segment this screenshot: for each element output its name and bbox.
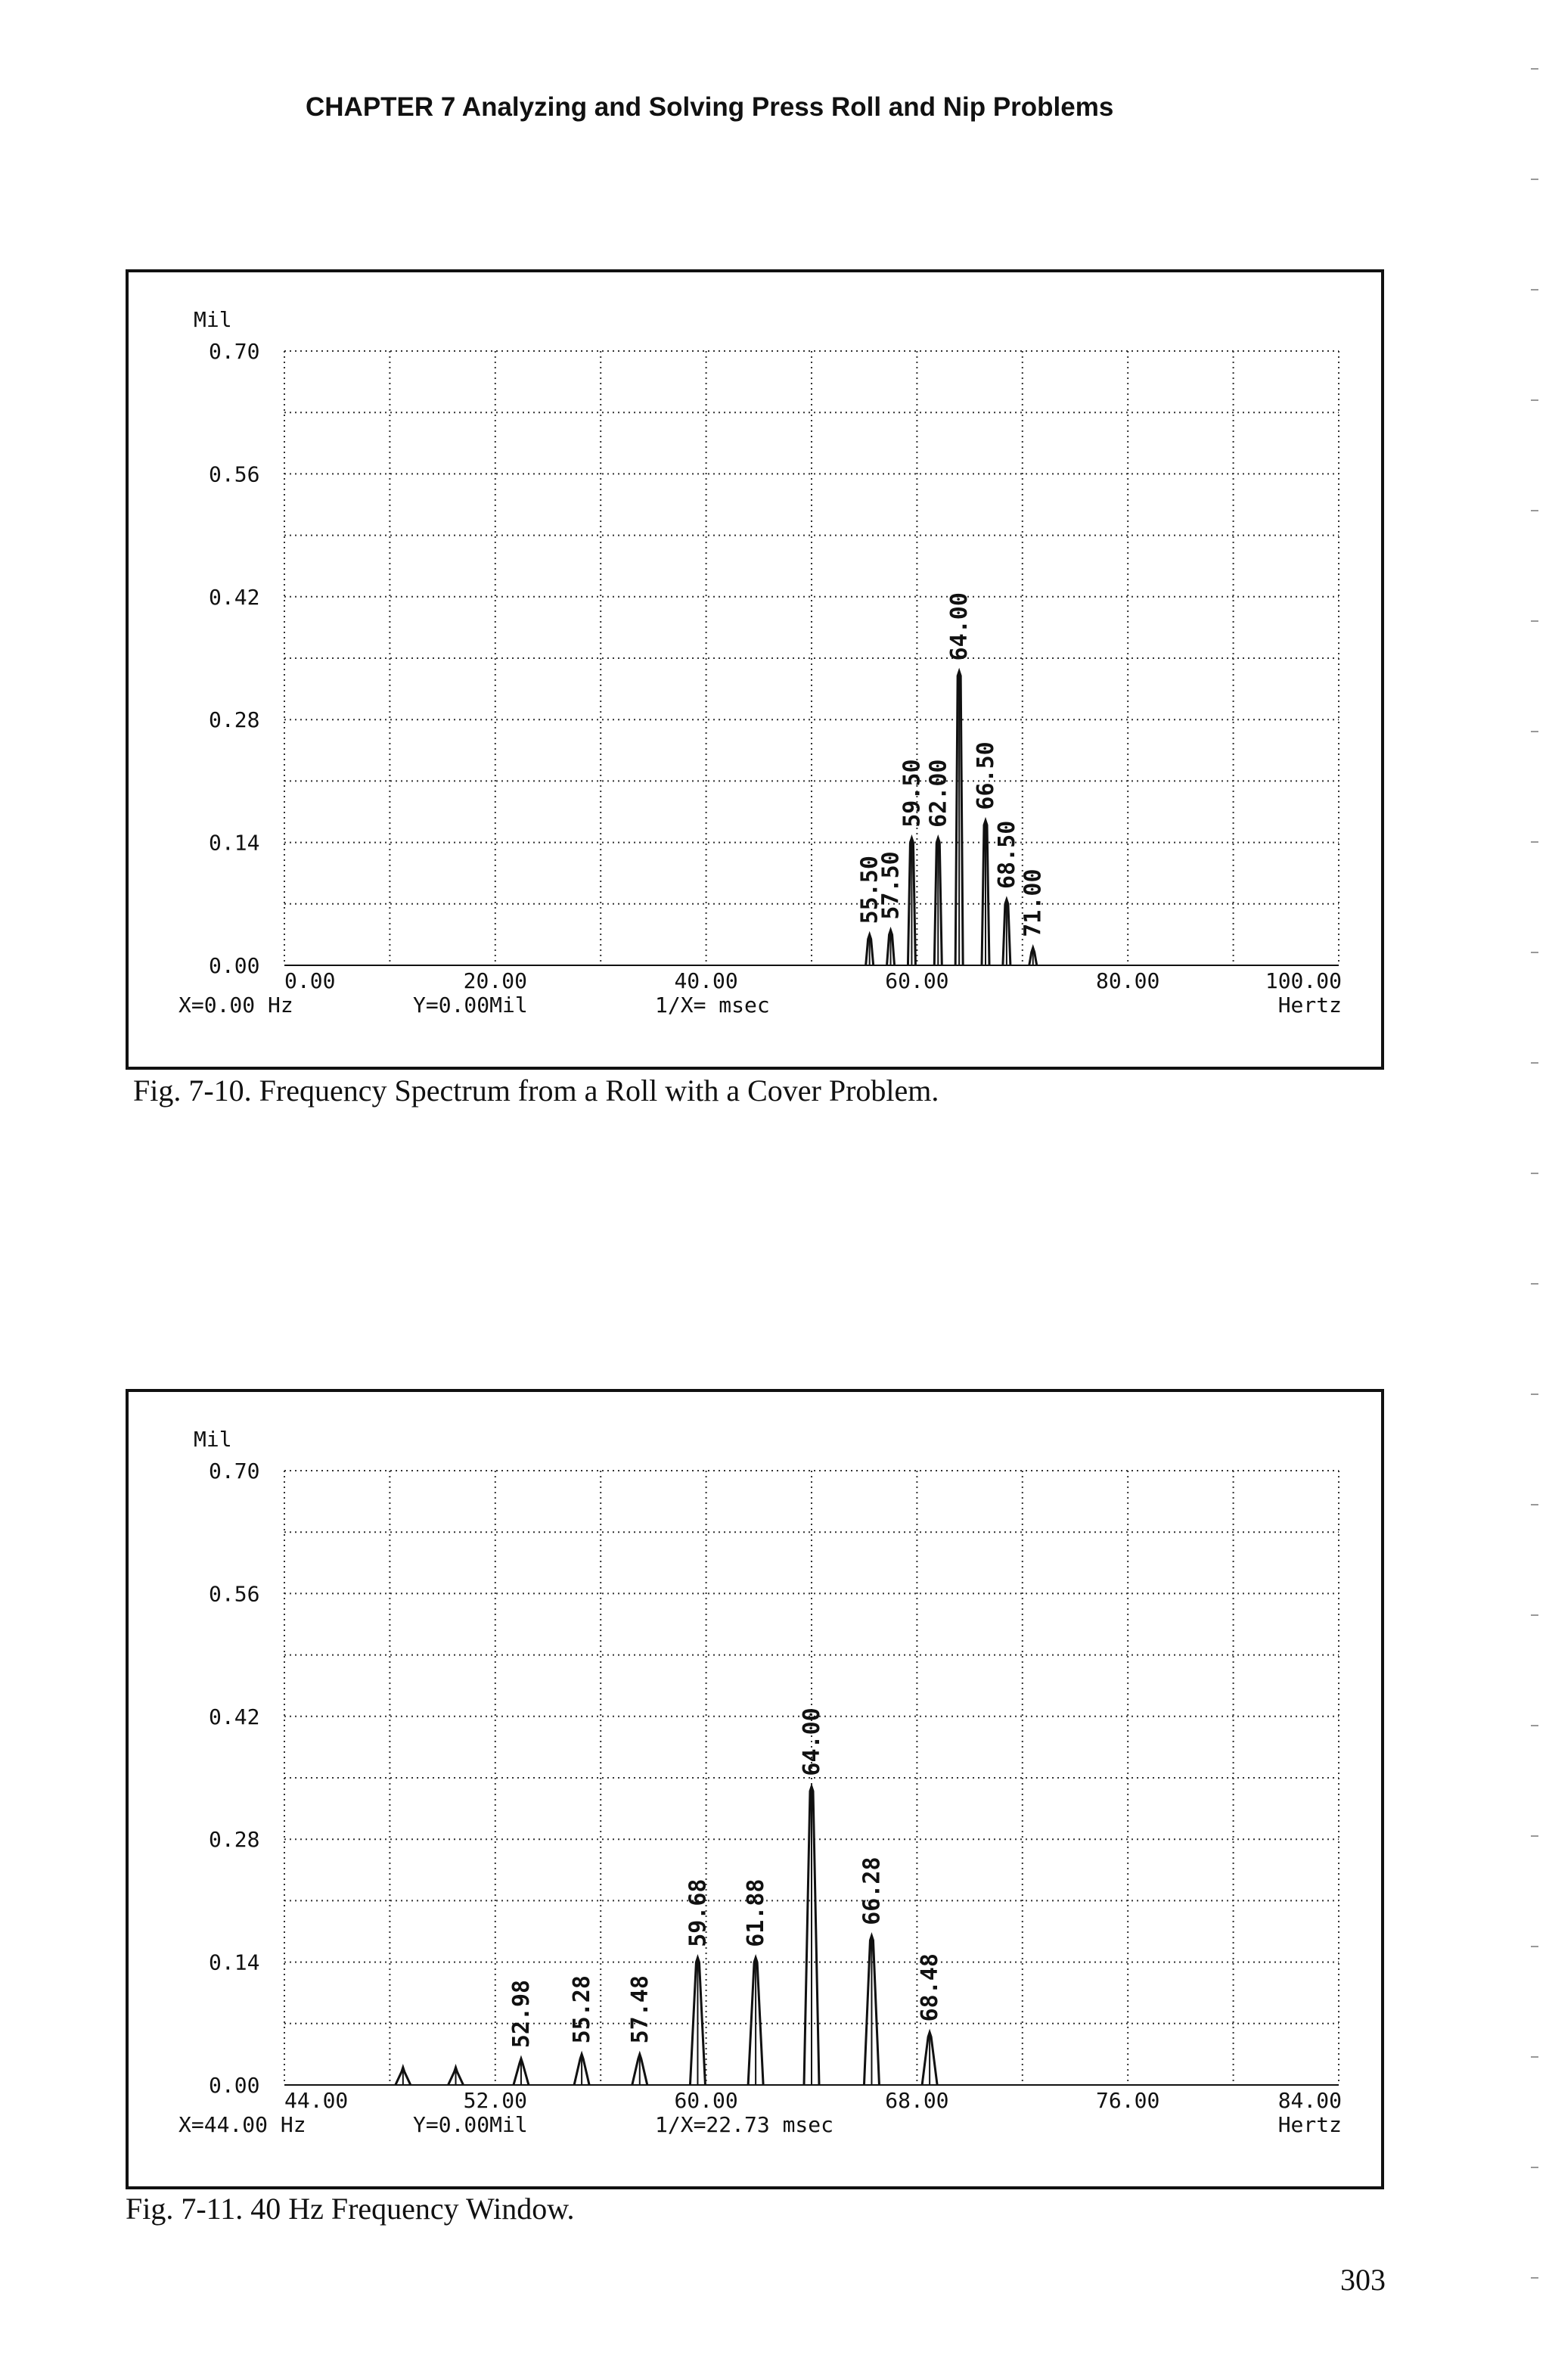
- peak-frequency-label: 66.28: [858, 1856, 886, 1925]
- x-tick-label: 52.00: [463, 2088, 527, 2113]
- peak-frequency-label: 64.00: [799, 1707, 825, 1776]
- peak-frequency-label: 68.48: [917, 1953, 944, 2022]
- spectrum-chart-fig-7-11: [126, 1389, 1384, 2189]
- period-readout: 1/X= msec: [655, 993, 770, 1018]
- chapter-header: CHAPTER 7 Analyzing and Solving Press Roll and Nip Problems: [306, 92, 1114, 122]
- y-tick-label: 0.42: [209, 1704, 260, 1729]
- y-axis-unit-label: Mil: [194, 307, 232, 332]
- x-tick-label: 68.00: [885, 2088, 949, 2113]
- margin-tick: [1531, 1835, 1538, 1837]
- margin-tick: [1531, 1946, 1538, 1947]
- peak-frequency-label: 55.28: [569, 1975, 596, 2044]
- margin-tick: [1531, 510, 1538, 511]
- peak-frequency-label: 59.50: [899, 759, 926, 828]
- cursor-y-readout: Y=0.00Mil: [413, 2112, 528, 2137]
- peak-frequency-label: 71.00: [1020, 868, 1047, 937]
- cursor-y-readout: Y=0.00Mil: [413, 993, 528, 1018]
- peak-frequency-label: 59.68: [684, 1878, 712, 1947]
- y-tick-label: 0.28: [209, 1827, 260, 1853]
- y-tick-label: 0.00: [209, 953, 260, 978]
- grid: [284, 351, 1339, 965]
- figure-caption: Fig. 7-10. Frequency Spectrum from a Roll with a Cover Problem.: [133, 1073, 939, 1108]
- peak-frequency-label: 57.50: [877, 851, 905, 920]
- peak-frequency-label: 61.88: [743, 1878, 770, 1947]
- peak-frequency-label: 55.50: [856, 856, 883, 924]
- chart-svg: [126, 1389, 1384, 2189]
- spectrum-chart-fig-7-10: [126, 269, 1384, 1070]
- x-tick-label: 44.00: [284, 2088, 349, 2113]
- peak-frequency-label: 57.48: [626, 1975, 653, 2044]
- x-tick-label: 76.00: [1096, 2088, 1160, 2113]
- margin-tick: [1531, 68, 1538, 70]
- margin-tick: [1531, 2056, 1538, 2058]
- y-tick-label: 0.56: [209, 1581, 260, 1607]
- y-tick-label: 0.00: [209, 2073, 260, 2098]
- chart-frame: [127, 271, 1383, 1068]
- y-tick-label: 0.42: [209, 584, 260, 610]
- chart-svg: [126, 269, 1384, 1070]
- y-tick-label: 0.28: [209, 707, 260, 733]
- cursor-x-readout: X=0.00 Hz: [178, 993, 293, 1018]
- x-tick-label: 0.00: [284, 968, 336, 993]
- margin-tick: [1531, 1173, 1538, 1174]
- margin-tick: [1531, 620, 1538, 622]
- margin-tick: [1531, 2277, 1538, 2279]
- x-axis-unit-label: Hertz: [1277, 2112, 1342, 2137]
- x-tick-label: 40.00: [674, 968, 738, 993]
- margin-tick-marks: [1531, 0, 1540, 2380]
- margin-tick: [1531, 1394, 1538, 1395]
- x-tick-label: 60.00: [674, 2088, 738, 2113]
- margin-tick: [1531, 179, 1538, 180]
- cursor-x-readout: X=44.00 Hz: [178, 2112, 306, 2137]
- margin-tick: [1531, 289, 1538, 291]
- x-tick-label: 84.00: [1277, 2088, 1342, 2113]
- y-axis-unit-label: Mil: [194, 1427, 232, 1452]
- figure-caption: Fig. 7-11. 40 Hz Frequency Window.: [126, 2192, 575, 2226]
- y-tick-label: 0.14: [209, 1950, 260, 1975]
- peak-frequency-label: 66.50: [973, 741, 1000, 810]
- peak-frequency-label: 68.50: [993, 820, 1020, 889]
- page-number: 303: [1340, 2263, 1386, 2297]
- peak-frequency-label: 64.00: [946, 592, 973, 661]
- margin-tick: [1531, 2167, 1538, 2168]
- y-tick-label: 0.70: [209, 1459, 260, 1484]
- peak-frequency-label: 62.00: [925, 759, 952, 828]
- x-tick-label: 100.00: [1265, 968, 1342, 993]
- x-tick-label: 60.00: [885, 968, 949, 993]
- x-tick-label: 20.00: [463, 968, 527, 993]
- x-axis-unit-label: Hertz: [1277, 993, 1342, 1018]
- y-tick-label: 0.70: [209, 339, 260, 364]
- margin-tick: [1531, 1283, 1538, 1285]
- margin-tick: [1531, 1504, 1538, 1505]
- margin-tick: [1531, 399, 1538, 401]
- peak-frequency-label: 52.98: [508, 1979, 535, 2049]
- margin-tick: [1531, 731, 1538, 732]
- chart-frame: [127, 1390, 1383, 2188]
- y-tick-label: 0.56: [209, 461, 260, 487]
- margin-tick: [1531, 952, 1538, 953]
- margin-tick: [1531, 1725, 1538, 1726]
- margin-tick: [1531, 1614, 1538, 1616]
- margin-tick: [1531, 1062, 1538, 1064]
- y-tick-label: 0.14: [209, 830, 260, 856]
- period-readout: 1/X=22.73 msec: [655, 2112, 834, 2137]
- x-tick-label: 80.00: [1096, 968, 1160, 993]
- margin-tick: [1531, 841, 1538, 843]
